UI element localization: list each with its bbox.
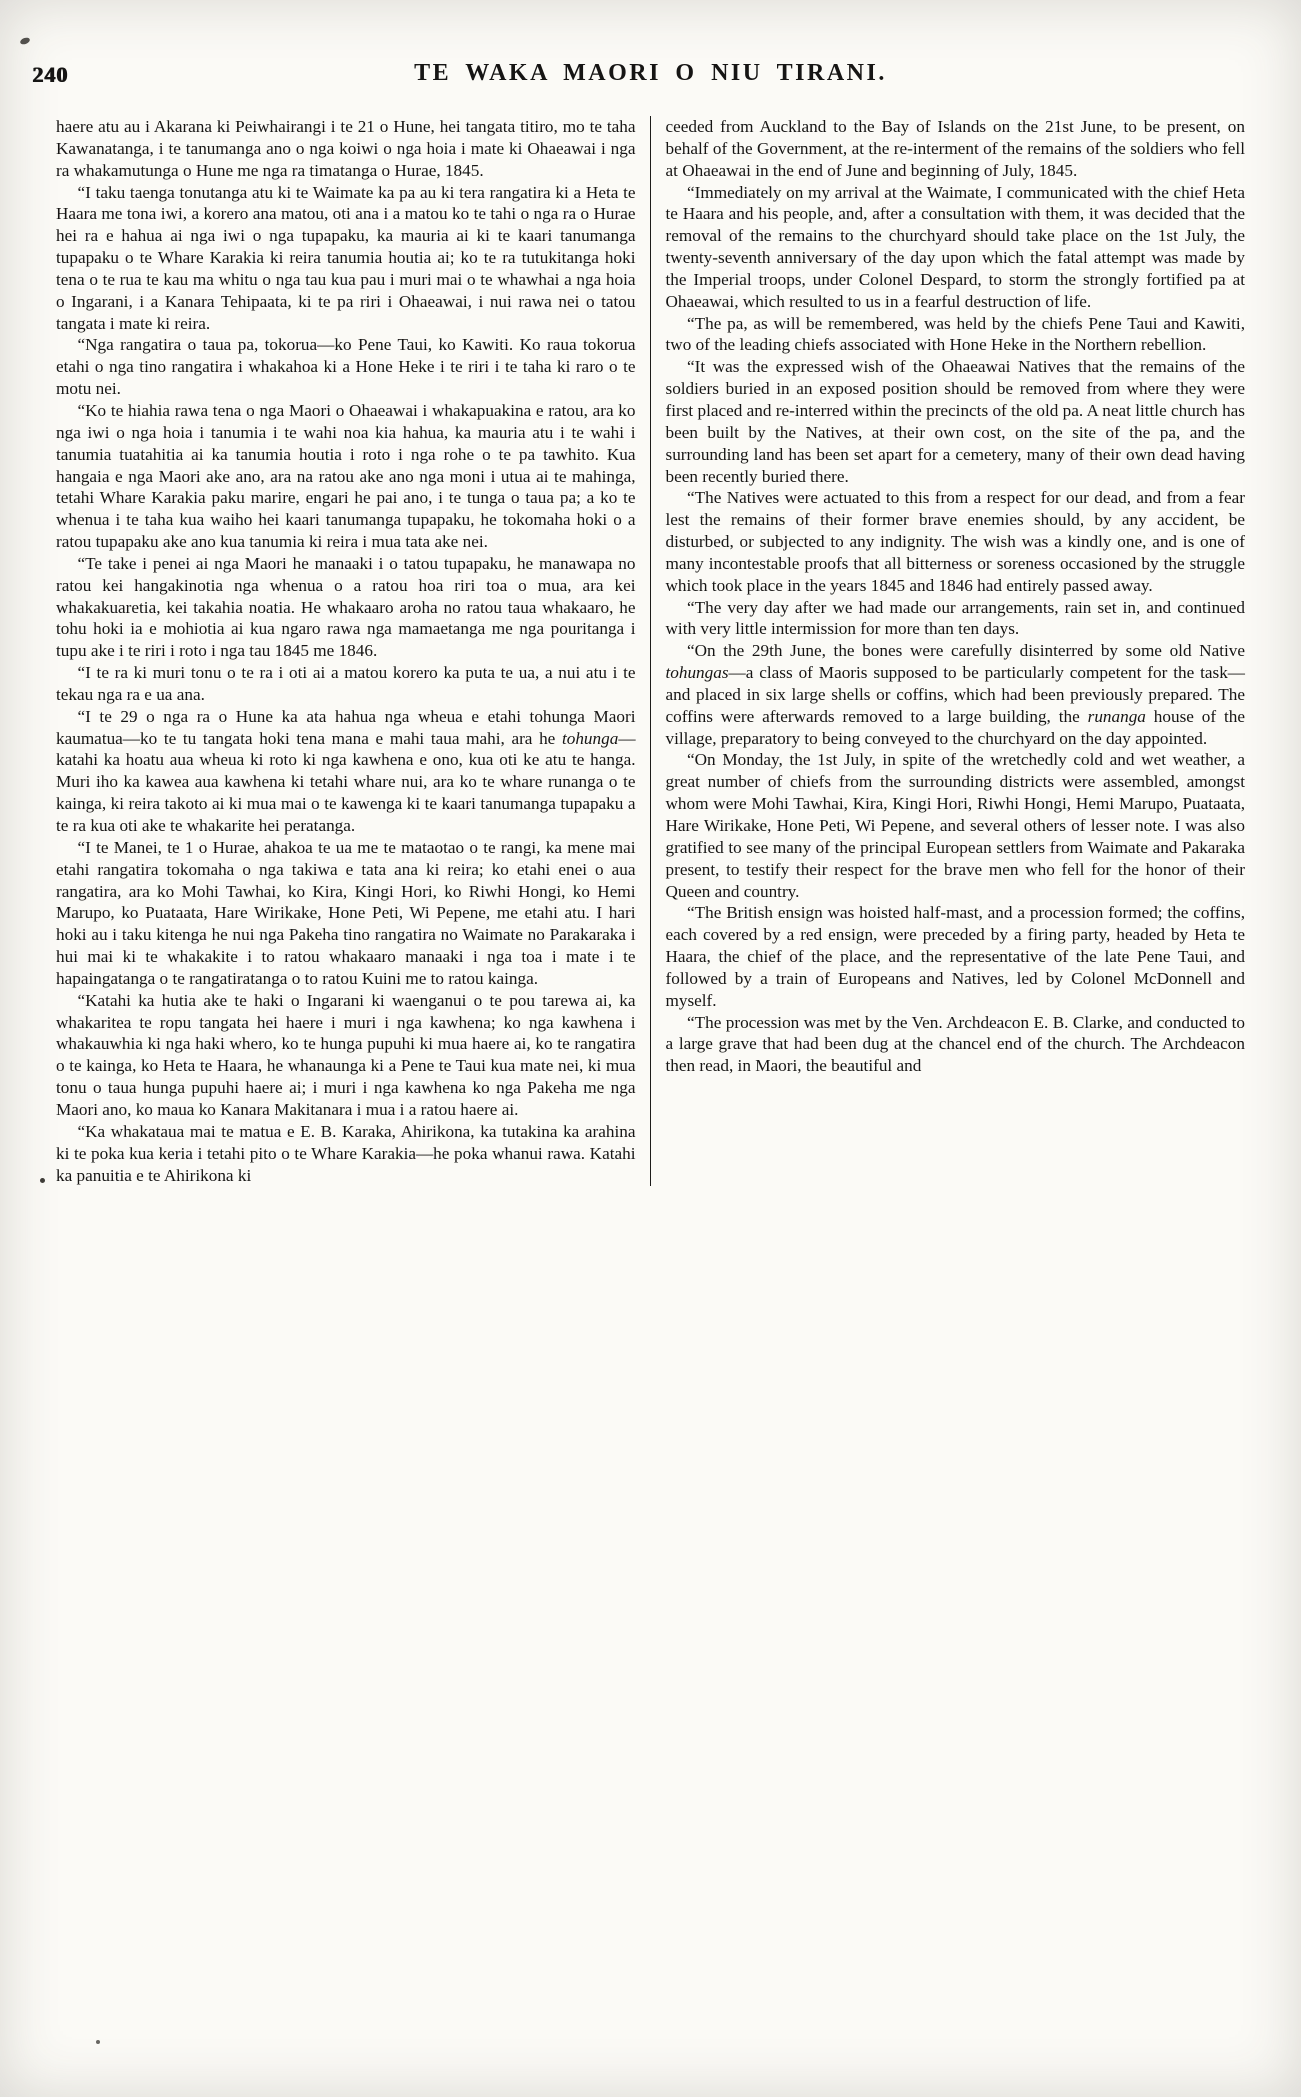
page-number: 240	[32, 62, 68, 87]
english-paragraph: “Immediately on my arrival at the Waimate, I communicated with the chief Heta te Haara and his people, and, after a consultation with them, it was decided that the removal of the remains to the churchyard should take place on the 1st July, the twenty-seventh anniversary of the day upon which the fatal attempt was made by the Imperial troops, under Colonel Despard, to storm the strongly fortified pa at Ohaeawai, which resulted to us in a fearful destruction of life.	[665, 182, 1245, 311]
maori-paragraph: “Katahi ka hutia ake te haki o Ingarani ki waenganui o te pou tarewa ai, ka whakaritea te ropu tangata hei haere i muri i nga kawhena; ko nga kawhena i whakauwhia ki nga haki whero, ko te hunga pupuhi ki mua haere ai, ko te rangatira o te kainga, ko Heta te Haara, he whanaunga ki a Pene te Taui kua mate nei, ki mua tonu o taua hunga pupuhi haere ai; i muri i nga kawhena ko nga Pakeha me nga Maori ano, ko maua ko Kanara Makitanara i mua i a ratou haere ai.	[56, 990, 636, 1119]
maori-column	[56, 116, 650, 1186]
ink-speck	[96, 2040, 100, 2044]
english-paragraph: “The pa, as will be remembered, was held by the chiefs Pene Taui and Kawiti, two of the leading chiefs associated with Hone Heke in the Northern rebellion.	[665, 313, 1245, 355]
maori-paragraph: “Ko te hiahia rawa tena o nga Maori o Ohaeawai i whakapuakina e ratou, ara ko nga iwi o nga hoia i tanumia i te wahi noa kia hahua, ka mauria atu i te wahi i tanumia tuatahitia ai ka tanumia houtia i roto i nga rohe o te pa tawhito. Kua hangaia e nga Maori ake ano, ara na ratou ake ano nga moni i utua ai te mahinga, tetahi Whare Karakia paku marire, engari he pai ano, i te tunga o taua pa; a ko te whenua i te taha kua waiho hei kaari tanumanga tupapaku, he tokomaha hoki o a ratou tupapaku ake ano kua tanumia ki reira i mua tata ake nei.	[56, 400, 636, 552]
english-paragraph: “The procession was met by the Ven. Archdeacon E. B. Clarke, and conducted to a large grave that had been dug at the chancel end of the church. The Archdeacon then read, in Maori, the beautiful and	[665, 1012, 1245, 1076]
maori-paragraph: “I te 29 o nga ra o Hune ka ata hahua nga wheua e etahi tohunga Maori kaumatua—ko te tu tangata hoki tena mana e mahi taua mahi, ara he tohunga—katahi ka hoatu aua wheua ki roto ki nga kawhena e ono, kua oti ke atu te hanga. Muri iho ka kawea aua kawhena ki tetahi whare nui, ara ko te whare runanga o te kainga, ki reira takoto ai ki mua mai o te kawenga ki te kaari tanumanga tupapaku a te ra kua oti ake te whakarite hei peratanga.	[56, 706, 636, 835]
english-paragraph: “The British ensign was hoisted half-mast, and a procession formed; the coffins, each covered by a red ensign, were preceded by a firing party, headed by Heta te Haara, the chief of the place, and the representative of the late Pene Taui, and followed by a train of Europeans and Natives, led by Colonel McDonnell and myself.	[665, 903, 1245, 1010]
page-title: TE WAKA MAORI O NIU TIRANI.	[414, 60, 887, 86]
maori-paragraph: “I te ra ki muri tonu o te ra i oti ai a matou korero ka puta te ua, a nui atu i te tekau nga ra e ua ana.	[56, 663, 636, 704]
maori-paragraph: haere atu au i Akarana ki Peiwhairangi i te 21 o Hune, hei tangata titiro, mo te taha Kawanatanga, i te tanumanga ano o nga koiwi o nga hoia i mate ki Ohaeawai i nga ra whakamutunga o Hune me nga ra timatanga o Hurae, 1845.	[56, 117, 636, 180]
english-paragraph: “On Monday, the 1st July, in spite of the wretchedly cold and wet weather, a great number of chiefs from the surrounding districts were assembled, amongst whom were Mohi Tawhai, Kira, Kingi Hori, Riwhi Hongi, Hemi Marupo, Puataata, Hare Wirikake, Hone Peti, Wi Pepene, and several others of lesser note. I was also gratified to see many of the principal European settlers from Waimate and Pakaraka present, to testify their respect for the brave men who fell for the honor of their Queen and country.	[665, 750, 1245, 901]
english-paragraph: “The Natives were actuated to this from a respect for our dead, and from a fear lest the remains of their former brave enemies should, by any accident, be disturbed, or subjected to any indignity. The wish was a kindly one, and is one of many incontestable proofs that all bitterness or soreness occasioned by the struggle which took place in the years 1845 and 1846 had entirely passed away.	[665, 488, 1245, 595]
english-paragraph: “On the 29th June, the bones were carefully disinterred by some old Native tohungas—a class of Maoris supposed to be particularly competent for the task—and placed in six large shells or coffins, which had been previously prepared. The coffins were afterwards removed to a large building, the runanga house of the village, preparatory to being conveyed to the churchyard on the day appointed.	[665, 641, 1245, 748]
page-header	[32, 60, 1245, 104]
ink-speck	[40, 1178, 45, 1183]
two-column-body	[56, 116, 1245, 1186]
english-paragraph: “It was the expressed wish of the Ohaeawai Natives that the remains of the soldiers buried in an exposed position should be removed from where they were first placed and re-interred within the precincts of the old pa. A neat little church has been built by the Natives, at their own cost, on the site of the pa, and the surrounding land has been set apart for a cemetery, many of their own dead having been recently buried there.	[665, 357, 1245, 486]
maori-paragraph: “I te Manei, te 1 o Hurae, ahakoa te ua me te mataotao o te rangi, ka mene mai etahi rangatira tokomaha o nga takiwa e tata ana ki reira; ko etahi enei o aua rangatira, ara ko Mohi Tawhai, ko Kira, Kingi Hori, ko Riwhi Hongi, ko Hemi Marupo, ko Puataata, Hare Wirikake, Hone Peti, Wi Pepene, me etahi atu. I hari hoki au i taku kitenga he nui nga Pakeha tino rangatira no Waimate no Parakaraka i hui mai ki te whakakite i to ratou whakaaro manaaki i nga toa i mate i te hapaingatanga o te rangatiratanga o to ratou Kuini me to ratou kainga.	[56, 837, 636, 988]
ink-speck	[19, 36, 30, 45]
english-column	[651, 116, 1246, 1186]
maori-paragraph: “Ka whakataua mai te matua e E. B. Karaka, Ahirikona, ka tutakina ka arahina ki te poka kua keria i tetahi pito o te Whare Karakia—he poka whanui rawa. Katahi ka panuitia e te Ahirikona ki	[56, 1121, 636, 1185]
maori-paragraph: “Te take i penei ai nga Maori he manaaki i o tatou tupapaku, he manawapa no ratou kei hangakinotia nga whenua o a ratou hoa riri toa o mua, ara kei whakakuaretia, kei takahia noatia. He whakaaro aroha no ratou taua whakaaro, he tohu hoki ia e mohiotia ai kua ngaro rawa nga mamaetanga me nga pouritanga i tupu ake i te riri i roto i nga tau 1845 me 1846.	[56, 553, 636, 661]
maori-paragraph: “I taku taenga tonutanga atu ki te Waimate ka pa au ki tera rangatira ki a Heta te Haara me tona iwi, a korero ana matou, oti ana i a matou ko te tahi o nga ra o Hurae hei ra e hahua ai nga iwi o nga tupapaku, ka mauria ai ki te kaari tanumanga tupapaku o te Whare Karakia ki reira tanumia houtia ai; ko te ra tutukitanga hoki tena o te rua te kau ma whitu o nga tau kua pau i muri mai o te whawhai a nga hoia o Ingarani, i a Kanara Tehipaata, ki te pa riri i Ohaeawai, i nui rawa nei o tatou tangata i mate ki reira.	[56, 182, 636, 333]
english-paragraph: ceeded from Auckland to the Bay of Islands on the 21st June, to be present, on behalf of the Government, at the re-interment of the remains of the soldiers who fell at Ohaeawai in the end of June and beginning of July, 1845.	[665, 117, 1245, 180]
maori-paragraph: “Nga rangatira o taua pa, tokorua—ko Pene Taui, ko Kawiti. Ko raua tokorua etahi o nga tino rangatira i whakahoa ki a Hone Heke i te riri i te taha ki raro o te motu nei.	[56, 335, 636, 399]
english-paragraph: “The very day after we had made our arrangements, rain set in, and continued with very little intermission for more than ten days.	[665, 597, 1245, 639]
